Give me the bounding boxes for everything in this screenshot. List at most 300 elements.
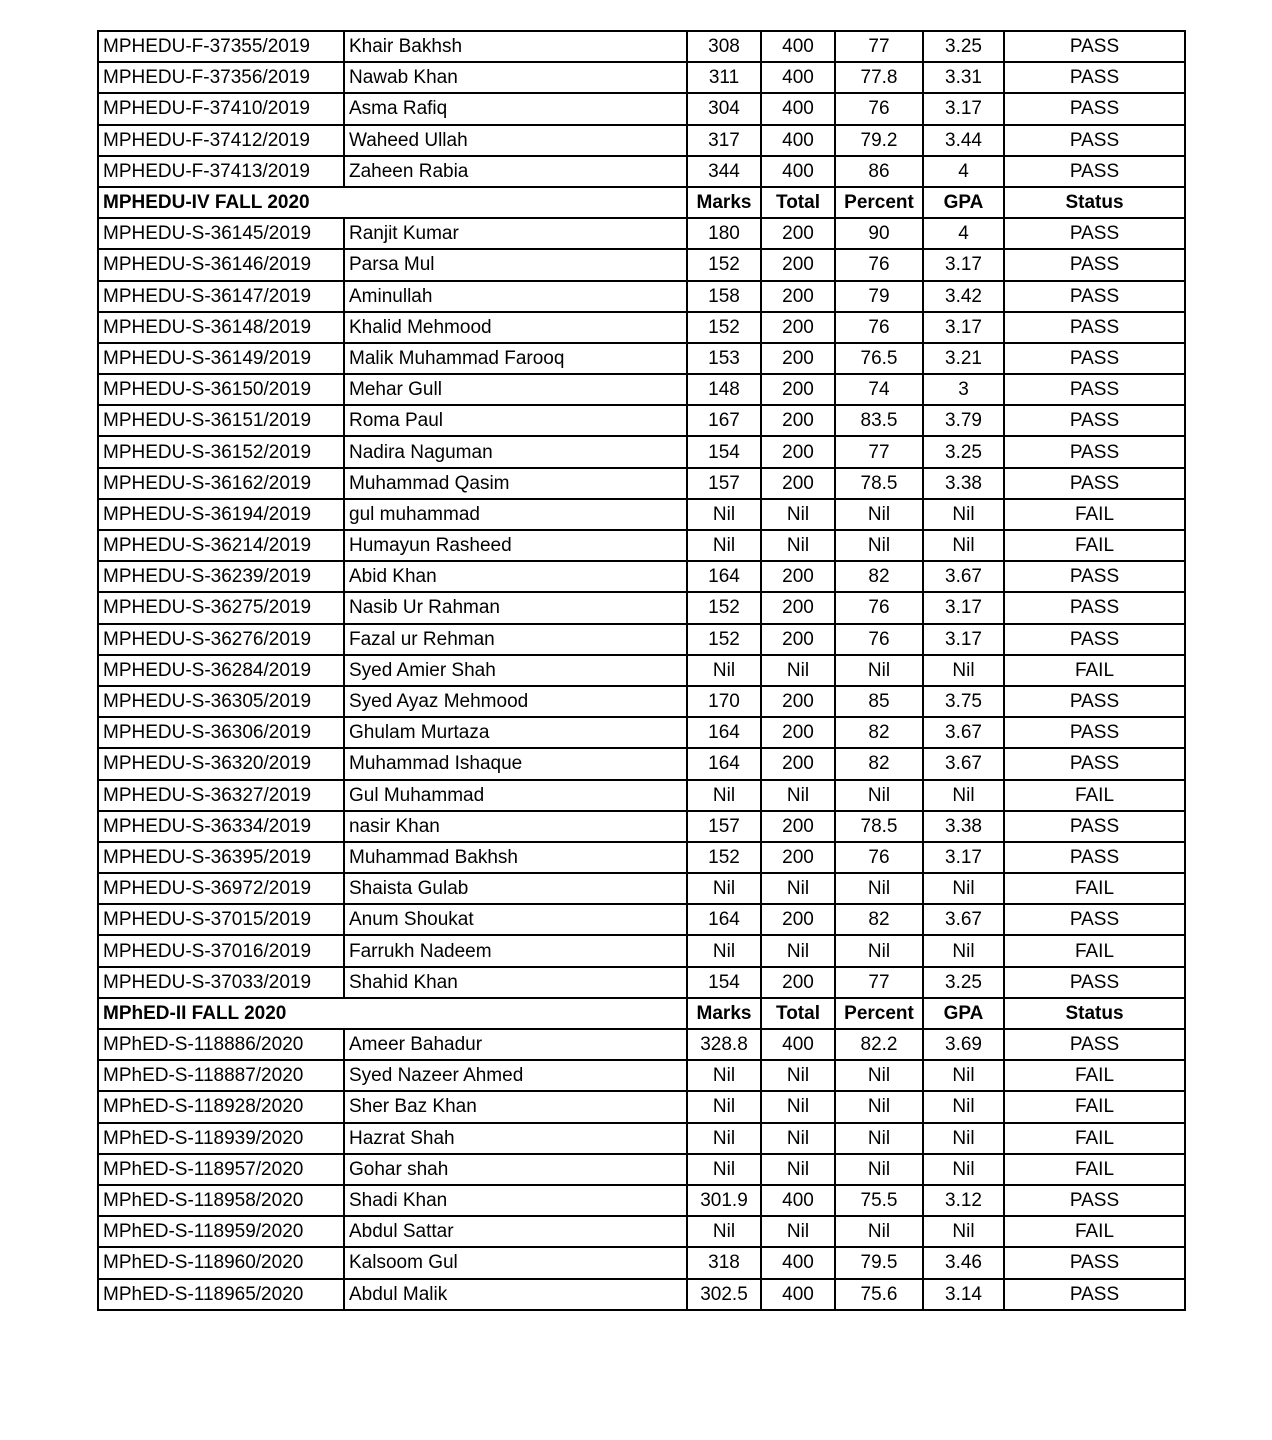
marks-cell: 164 <box>687 717 761 748</box>
marks-cell: 152 <box>687 249 761 280</box>
gpa-cell: 3.25 <box>923 436 1004 467</box>
gpa-cell: 3.42 <box>923 281 1004 312</box>
status-cell: FAIL <box>1004 873 1185 904</box>
student-name-cell: Syed Amier Shah <box>344 655 687 686</box>
status-cell: PASS <box>1004 1029 1185 1060</box>
percent-cell: 90 <box>835 218 923 249</box>
marks-cell: 164 <box>687 561 761 592</box>
status-cell: FAIL <box>1004 780 1185 811</box>
roll-number-cell: MPHEDU-S-36147/2019 <box>98 281 344 312</box>
gpa-cell: 3.44 <box>923 125 1004 156</box>
total-cell: 200 <box>761 904 835 935</box>
marks-cell: 152 <box>687 842 761 873</box>
column-header-status: Status <box>1004 187 1185 218</box>
student-name-cell: Humayun Rasheed <box>344 530 687 561</box>
table-row <box>98 249 1185 280</box>
gpa-cell: 3.21 <box>923 343 1004 374</box>
percent-cell: 82.2 <box>835 1029 923 1060</box>
status-cell: FAIL <box>1004 1060 1185 1091</box>
status-cell: PASS <box>1004 405 1185 436</box>
status-cell: PASS <box>1004 374 1185 405</box>
status-cell: PASS <box>1004 312 1185 343</box>
table-row <box>98 592 1185 623</box>
marks-cell: 158 <box>687 281 761 312</box>
percent-cell: 77.8 <box>835 62 923 93</box>
student-name-cell: Khair Bakhsh <box>344 31 687 62</box>
status-cell: FAIL <box>1004 655 1185 686</box>
total-cell: 400 <box>761 156 835 187</box>
percent-cell: 76 <box>835 312 923 343</box>
marks-cell: Nil <box>687 780 761 811</box>
student-name-cell: Aminullah <box>344 281 687 312</box>
column-header-gpa: GPA <box>923 998 1004 1029</box>
marks-cell: 344 <box>687 156 761 187</box>
percent-cell: 82 <box>835 748 923 779</box>
roll-number-cell: MPhED-S-118928/2020 <box>98 1091 344 1122</box>
total-cell: 400 <box>761 1185 835 1216</box>
gpa-cell: 3.31 <box>923 62 1004 93</box>
status-cell: PASS <box>1004 156 1185 187</box>
status-cell: PASS <box>1004 811 1185 842</box>
table-row <box>98 62 1185 93</box>
gpa-cell: Nil <box>923 530 1004 561</box>
gpa-cell: 3.38 <box>923 468 1004 499</box>
roll-number-cell: MPHEDU-F-37356/2019 <box>98 62 344 93</box>
status-cell: PASS <box>1004 717 1185 748</box>
student-name-cell: Muhammad Bakhsh <box>344 842 687 873</box>
total-cell: 200 <box>761 686 835 717</box>
status-cell: PASS <box>1004 748 1185 779</box>
status-cell: PASS <box>1004 125 1185 156</box>
column-header-status: Status <box>1004 998 1185 1029</box>
roll-number-cell: MPHEDU-S-36275/2019 <box>98 592 344 623</box>
roll-number-cell: MPhED-S-118887/2020 <box>98 1060 344 1091</box>
gpa-cell: 3.67 <box>923 561 1004 592</box>
marks-cell: 157 <box>687 468 761 499</box>
marks-cell: 304 <box>687 93 761 124</box>
marks-cell: Nil <box>687 1216 761 1247</box>
table-row <box>98 156 1185 187</box>
total-cell: 400 <box>761 93 835 124</box>
total-cell: 200 <box>761 842 835 873</box>
roll-number-cell: MPHEDU-S-36146/2019 <box>98 249 344 280</box>
table-row <box>98 935 1185 966</box>
status-cell: PASS <box>1004 1279 1185 1310</box>
roll-number-cell: MPhED-S-118958/2020 <box>98 1185 344 1216</box>
gpa-cell: 3.79 <box>923 405 1004 436</box>
gpa-cell: Nil <box>923 873 1004 904</box>
gpa-cell: Nil <box>923 1154 1004 1185</box>
column-header-percent: Percent <box>835 998 923 1029</box>
marks-cell: Nil <box>687 1060 761 1091</box>
table-row <box>98 842 1185 873</box>
roll-number-cell: MPhED-S-118960/2020 <box>98 1247 344 1278</box>
table-row <box>98 31 1185 62</box>
status-cell: PASS <box>1004 592 1185 623</box>
section-title: MPhED-II FALL 2020 <box>98 998 687 1029</box>
table-row <box>98 1029 1185 1060</box>
gpa-cell: 3.17 <box>923 842 1004 873</box>
marks-cell: 164 <box>687 748 761 779</box>
marks-cell: Nil <box>687 655 761 686</box>
marks-cell: 328.8 <box>687 1029 761 1060</box>
gpa-cell: 3.17 <box>923 249 1004 280</box>
gpa-cell: 3.75 <box>923 686 1004 717</box>
status-cell: PASS <box>1004 343 1185 374</box>
gpa-cell: 3.17 <box>923 312 1004 343</box>
gpa-cell: 3.67 <box>923 717 1004 748</box>
student-name-cell: Abdul Malik <box>344 1279 687 1310</box>
table-row <box>98 468 1185 499</box>
student-name-cell: Roma Paul <box>344 405 687 436</box>
roll-number-cell: MPHEDU-S-36214/2019 <box>98 530 344 561</box>
table-row <box>98 1154 1185 1185</box>
status-cell: PASS <box>1004 1247 1185 1278</box>
status-cell: PASS <box>1004 249 1185 280</box>
percent-cell: Nil <box>835 499 923 530</box>
student-name-cell: Nadira Naguman <box>344 436 687 467</box>
gpa-cell: Nil <box>923 1091 1004 1122</box>
table-row <box>98 125 1185 156</box>
table-row <box>98 748 1185 779</box>
percent-cell: 76.5 <box>835 343 923 374</box>
status-cell: PASS <box>1004 281 1185 312</box>
roll-number-cell: MPhED-S-118957/2020 <box>98 1154 344 1185</box>
percent-cell: 83.5 <box>835 405 923 436</box>
marks-cell: 167 <box>687 405 761 436</box>
percent-cell: 79.2 <box>835 125 923 156</box>
student-name-cell: nasir Khan <box>344 811 687 842</box>
marks-cell: 153 <box>687 343 761 374</box>
student-name-cell: Kalsoom Gul <box>344 1247 687 1278</box>
total-cell: Nil <box>761 530 835 561</box>
student-name-cell: Ameer Bahadur <box>344 1029 687 1060</box>
roll-number-cell: MPhED-S-118886/2020 <box>98 1029 344 1060</box>
status-cell: FAIL <box>1004 935 1185 966</box>
marks-cell: Nil <box>687 1154 761 1185</box>
percent-cell: Nil <box>835 1154 923 1185</box>
roll-number-cell: MPHEDU-S-36162/2019 <box>98 468 344 499</box>
marks-cell: 152 <box>687 312 761 343</box>
result-sheet-table <box>97 30 1186 1311</box>
total-cell: 200 <box>761 624 835 655</box>
status-cell: PASS <box>1004 1185 1185 1216</box>
status-cell: PASS <box>1004 967 1185 998</box>
total-cell: 200 <box>761 748 835 779</box>
student-name-cell: Muhammad Qasim <box>344 468 687 499</box>
student-name-cell: Malik Muhammad Farooq <box>344 343 687 374</box>
gpa-cell: Nil <box>923 780 1004 811</box>
total-cell: 400 <box>761 1029 835 1060</box>
total-cell: Nil <box>761 1060 835 1091</box>
percent-cell: 77 <box>835 436 923 467</box>
status-cell: PASS <box>1004 686 1185 717</box>
table-row <box>98 686 1185 717</box>
table-row <box>98 655 1185 686</box>
gpa-cell: 3.25 <box>923 31 1004 62</box>
table-row <box>98 405 1185 436</box>
marks-cell: 301.9 <box>687 1185 761 1216</box>
table-row <box>98 1216 1185 1247</box>
gpa-cell: Nil <box>923 1123 1004 1154</box>
status-cell: FAIL <box>1004 1216 1185 1247</box>
percent-cell: Nil <box>835 780 923 811</box>
percent-cell: 78.5 <box>835 468 923 499</box>
total-cell: Nil <box>761 655 835 686</box>
table-row <box>98 1091 1185 1122</box>
total-cell: 200 <box>761 717 835 748</box>
total-cell: Nil <box>761 1154 835 1185</box>
student-name-cell: Shadi Khan <box>344 1185 687 1216</box>
section-title: MPHEDU-IV FALL 2020 <box>98 187 687 218</box>
marks-cell: 157 <box>687 811 761 842</box>
total-cell: 200 <box>761 811 835 842</box>
percent-cell: 86 <box>835 156 923 187</box>
roll-number-cell: MPhED-S-118965/2020 <box>98 1279 344 1310</box>
total-cell: Nil <box>761 935 835 966</box>
percent-cell: 79.5 <box>835 1247 923 1278</box>
table-row <box>98 93 1185 124</box>
table-row <box>98 436 1185 467</box>
percent-cell: 76 <box>835 592 923 623</box>
gpa-cell: 3.38 <box>923 811 1004 842</box>
marks-cell: 311 <box>687 62 761 93</box>
student-name-cell: Shahid Khan <box>344 967 687 998</box>
gpa-cell: 3.17 <box>923 592 1004 623</box>
percent-cell: 75.5 <box>835 1185 923 1216</box>
gpa-cell: Nil <box>923 499 1004 530</box>
section-header-row <box>98 998 1185 1029</box>
percent-cell: Nil <box>835 1216 923 1247</box>
total-cell: 400 <box>761 1247 835 1278</box>
student-name-cell: Nasib Ur Rahman <box>344 592 687 623</box>
gpa-cell: 3.46 <box>923 1247 1004 1278</box>
student-name-cell: Farrukh Nadeem <box>344 935 687 966</box>
roll-number-cell: MPHEDU-S-36334/2019 <box>98 811 344 842</box>
column-header-percent: Percent <box>835 187 923 218</box>
table-row <box>98 1185 1185 1216</box>
status-cell: PASS <box>1004 62 1185 93</box>
percent-cell: 75.6 <box>835 1279 923 1310</box>
roll-number-cell: MPHEDU-S-36150/2019 <box>98 374 344 405</box>
roll-number-cell: MPHEDU-F-37410/2019 <box>98 93 344 124</box>
gpa-cell: 3.69 <box>923 1029 1004 1060</box>
roll-number-cell: MPHEDU-S-36149/2019 <box>98 343 344 374</box>
gpa-cell: 4 <box>923 218 1004 249</box>
total-cell: 400 <box>761 1279 835 1310</box>
roll-number-cell: MPHEDU-S-36327/2019 <box>98 780 344 811</box>
table-row <box>98 530 1185 561</box>
table-row <box>98 1060 1185 1091</box>
status-cell: PASS <box>1004 842 1185 873</box>
column-header-total: Total <box>761 187 835 218</box>
marks-cell: 170 <box>687 686 761 717</box>
total-cell: 400 <box>761 62 835 93</box>
total-cell: 400 <box>761 125 835 156</box>
student-name-cell: gul muhammad <box>344 499 687 530</box>
total-cell: Nil <box>761 1216 835 1247</box>
percent-cell: Nil <box>835 1060 923 1091</box>
student-name-cell: Ghulam Murtaza <box>344 717 687 748</box>
gpa-cell: Nil <box>923 655 1004 686</box>
student-name-cell: Hazrat Shah <box>344 1123 687 1154</box>
status-cell: PASS <box>1004 218 1185 249</box>
marks-cell: Nil <box>687 530 761 561</box>
total-cell: Nil <box>761 1123 835 1154</box>
student-name-cell: Anum Shoukat <box>344 904 687 935</box>
total-cell: 200 <box>761 405 835 436</box>
roll-number-cell: MPhED-S-118939/2020 <box>98 1123 344 1154</box>
table-row <box>98 499 1185 530</box>
total-cell: 200 <box>761 468 835 499</box>
gpa-cell: 3.67 <box>923 904 1004 935</box>
section-header-row <box>98 187 1185 218</box>
marks-cell: 308 <box>687 31 761 62</box>
table-row <box>98 218 1185 249</box>
roll-number-cell: MPHEDU-S-36972/2019 <box>98 873 344 904</box>
student-name-cell: Shaista Gulab <box>344 873 687 904</box>
percent-cell: 79 <box>835 281 923 312</box>
table-row <box>98 780 1185 811</box>
table-row <box>98 1123 1185 1154</box>
roll-number-cell: MPHEDU-S-37015/2019 <box>98 904 344 935</box>
total-cell: 200 <box>761 281 835 312</box>
percent-cell: 78.5 <box>835 811 923 842</box>
marks-cell: 152 <box>687 624 761 655</box>
percent-cell: Nil <box>835 1091 923 1122</box>
student-name-cell: Abid Khan <box>344 561 687 592</box>
student-name-cell: Parsa Mul <box>344 249 687 280</box>
roll-number-cell: MPHEDU-S-36194/2019 <box>98 499 344 530</box>
total-cell: 200 <box>761 592 835 623</box>
table-row <box>98 561 1185 592</box>
roll-number-cell: MPHEDU-S-36145/2019 <box>98 218 344 249</box>
percent-cell: Nil <box>835 530 923 561</box>
total-cell: Nil <box>761 499 835 530</box>
table-row <box>98 717 1185 748</box>
marks-cell: 164 <box>687 904 761 935</box>
table-row <box>98 811 1185 842</box>
table-row <box>98 904 1185 935</box>
total-cell: 200 <box>761 218 835 249</box>
student-name-cell: Ranjit Kumar <box>344 218 687 249</box>
status-cell: PASS <box>1004 436 1185 467</box>
status-cell: PASS <box>1004 624 1185 655</box>
total-cell: Nil <box>761 873 835 904</box>
status-cell: PASS <box>1004 93 1185 124</box>
student-name-cell: Syed Nazeer Ahmed <box>344 1060 687 1091</box>
total-cell: Nil <box>761 780 835 811</box>
percent-cell: 82 <box>835 717 923 748</box>
status-cell: PASS <box>1004 31 1185 62</box>
roll-number-cell: MPHEDU-S-36148/2019 <box>98 312 344 343</box>
table-row <box>98 1279 1185 1310</box>
percent-cell: 77 <box>835 31 923 62</box>
roll-number-cell: MPHEDU-S-36306/2019 <box>98 717 344 748</box>
roll-number-cell: MPHEDU-F-37413/2019 <box>98 156 344 187</box>
percent-cell: 76 <box>835 93 923 124</box>
student-name-cell: Khalid Mehmood <box>344 312 687 343</box>
column-header-marks: Marks <box>687 998 761 1029</box>
column-header-gpa: GPA <box>923 187 1004 218</box>
roll-number-cell: MPHEDU-S-37016/2019 <box>98 935 344 966</box>
student-name-cell: Gul Muhammad <box>344 780 687 811</box>
gpa-cell: Nil <box>923 1216 1004 1247</box>
percent-cell: Nil <box>835 655 923 686</box>
total-cell: Nil <box>761 1091 835 1122</box>
gpa-cell: 3.12 <box>923 1185 1004 1216</box>
student-name-cell: Fazal ur Rehman <box>344 624 687 655</box>
percent-cell: Nil <box>835 1123 923 1154</box>
marks-cell: 317 <box>687 125 761 156</box>
status-cell: FAIL <box>1004 1091 1185 1122</box>
total-cell: 200 <box>761 312 835 343</box>
marks-cell: 148 <box>687 374 761 405</box>
gpa-cell: 3.14 <box>923 1279 1004 1310</box>
marks-cell: 302.5 <box>687 1279 761 1310</box>
percent-cell: Nil <box>835 873 923 904</box>
roll-number-cell: MPHEDU-S-36239/2019 <box>98 561 344 592</box>
student-name-cell: Waheed Ullah <box>344 125 687 156</box>
student-name-cell: Muhammad Ishaque <box>344 748 687 779</box>
table-row <box>98 343 1185 374</box>
student-name-cell: Asma Rafiq <box>344 93 687 124</box>
percent-cell: 82 <box>835 904 923 935</box>
student-name-cell: Zaheen Rabia <box>344 156 687 187</box>
roll-number-cell: MPHEDU-F-37355/2019 <box>98 31 344 62</box>
status-cell: FAIL <box>1004 1123 1185 1154</box>
gpa-cell: 3.25 <box>923 967 1004 998</box>
roll-number-cell: MPHEDU-S-37033/2019 <box>98 967 344 998</box>
percent-cell: 74 <box>835 374 923 405</box>
marks-cell: 180 <box>687 218 761 249</box>
gpa-cell: Nil <box>923 935 1004 966</box>
gpa-cell: 4 <box>923 156 1004 187</box>
gpa-cell: 3.17 <box>923 624 1004 655</box>
percent-cell: 76 <box>835 624 923 655</box>
status-cell: PASS <box>1004 904 1185 935</box>
marks-cell: 154 <box>687 967 761 998</box>
roll-number-cell: MPHEDU-S-36305/2019 <box>98 686 344 717</box>
roll-number-cell: MPHEDU-F-37412/2019 <box>98 125 344 156</box>
marks-cell: 152 <box>687 592 761 623</box>
roll-number-cell: MPHEDU-S-36152/2019 <box>98 436 344 467</box>
total-cell: 200 <box>761 561 835 592</box>
roll-number-cell: MPHEDU-S-36284/2019 <box>98 655 344 686</box>
status-cell: PASS <box>1004 468 1185 499</box>
status-cell: PASS <box>1004 561 1185 592</box>
percent-cell: Nil <box>835 935 923 966</box>
roll-number-cell: MPHEDU-S-36151/2019 <box>98 405 344 436</box>
student-name-cell: Nawab Khan <box>344 62 687 93</box>
total-cell: 200 <box>761 374 835 405</box>
total-cell: 200 <box>761 436 835 467</box>
marks-cell: 154 <box>687 436 761 467</box>
marks-cell: Nil <box>687 935 761 966</box>
marks-cell: Nil <box>687 499 761 530</box>
table-row <box>98 312 1185 343</box>
student-name-cell: Abdul Sattar <box>344 1216 687 1247</box>
percent-cell: 82 <box>835 561 923 592</box>
marks-cell: Nil <box>687 873 761 904</box>
marks-cell: Nil <box>687 1091 761 1122</box>
marks-cell: Nil <box>687 1123 761 1154</box>
percent-cell: 85 <box>835 686 923 717</box>
percent-cell: 76 <box>835 842 923 873</box>
gpa-cell: Nil <box>923 1060 1004 1091</box>
marks-cell: 318 <box>687 1247 761 1278</box>
status-cell: FAIL <box>1004 499 1185 530</box>
